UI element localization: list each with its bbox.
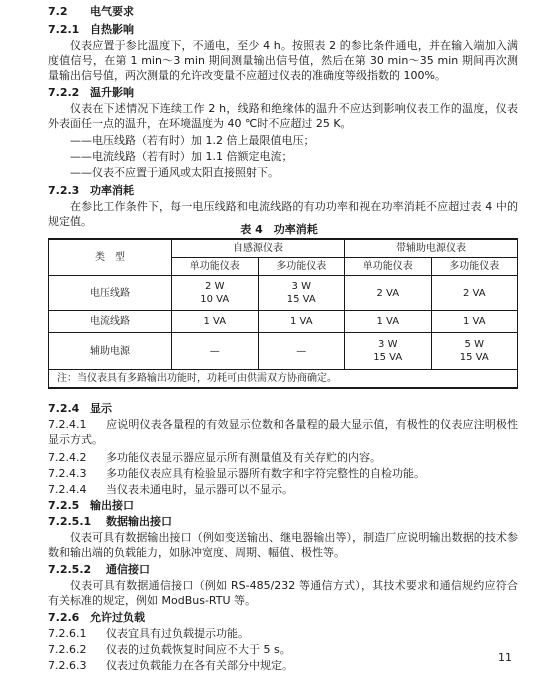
table-cell: — xyxy=(258,333,345,370)
row-label: 辅助电源 xyxy=(49,333,172,370)
section-title: 自热影响 xyxy=(90,23,134,36)
header-type: 类 型 xyxy=(49,239,172,276)
clause-7-2-4-4: 7.2.4.4 当仪表未通电时，显示器可以不显示。 xyxy=(48,483,293,496)
row-label: 电压线路 xyxy=(49,276,172,311)
table-cell: 2 W 10 VA xyxy=(172,276,259,311)
section-title: 允许过负载 xyxy=(90,611,145,624)
header-single-function: 单功能仪表 xyxy=(345,258,432,276)
list-item: ——仪表不应置于通风或太阳直接照射下。 xyxy=(70,166,279,179)
section-title: 显示 xyxy=(90,402,112,415)
section-7-2-4-heading xyxy=(48,401,112,416)
clause-7-2-4-3: 7.2.4.3 多功能仪表应具有检验显示器所有数字和字符完整性的自检功能。 xyxy=(48,467,425,480)
section-7-2-heading xyxy=(48,4,134,19)
list-item: ——电压线路（若有时）加 1.2 倍上最限值电压； xyxy=(70,134,315,147)
table-cell: 1 VA xyxy=(258,311,345,333)
section-7-2-3-heading xyxy=(48,183,134,198)
section-7-2-2-heading xyxy=(48,85,134,100)
header-multi-function: 多功能仪表 xyxy=(258,258,345,276)
list-item: ——电流线路（若有时）加 1.1 倍额定电流； xyxy=(70,150,293,163)
section-number: 7.2.6 xyxy=(48,611,80,624)
table-cell: 2 VA xyxy=(431,276,518,311)
section-7-2-5-1-heading: 7.2.5.1 数据输出接口 xyxy=(48,515,172,528)
header-multi-function: 多功能仪表 xyxy=(431,258,518,276)
section-7-2-1-body: 仪表应置于参比温度下，不通电，至少 4 h。按照表 2 的参比条件通电，并在输入端加入满度值信号，在第 1 min～3 min 期间测量输出信号值，然后在第 30 min～35 min 期间再次测量输出信号值，两次测量的允许改变量不应超过仪表的准确度等级指数的 100%。 xyxy=(48,39,518,82)
power-consumption-table xyxy=(48,238,518,389)
header-aux-powered: 带辅助电源仪表 xyxy=(345,239,518,258)
table-cell: 5 W 15 VA xyxy=(431,333,518,370)
clause-7-2-6-3: 7.2.6.3 仪表过负载能力在各有关部分中规定。 xyxy=(48,659,293,672)
section-7-2-5-2-body: 仪表可具有数据通信接口（例如 RS-485/232 等通信方式），其技术要求和通信规约应符合有关标准的规定，例如 ModBus-RTU 等。 xyxy=(48,579,518,607)
section-number: 7.2.3 xyxy=(48,184,80,197)
table-caption: 表 4 功率消耗 xyxy=(240,223,318,236)
clause-7-2-6-2: 7.2.6.2 仪表的过负载恢复时间应不大于 5 s。 xyxy=(48,643,291,656)
clause-7-2-4-1: 7.2.4.1 应说明仪表各量程的有效显示位数和各量程的最大显示值，有极性的仪表应注明极性显示方式。 xyxy=(48,418,518,446)
table-cell: 3 W 15 VA xyxy=(258,276,345,311)
section-7-2-5-1-body: 仪表可具有数据输出接口（例如变送输出、继电器输出等），制造厂应说明输出数据的技术参数和输出端的负载能力，如脉冲宽度、周期、幅值、极性等。 xyxy=(48,531,518,559)
section-title: 输出接口 xyxy=(90,499,134,512)
section-number: 7.2.1 xyxy=(48,23,80,36)
clause-7-2-6-1: 7.2.6.1 仪表宜具有过负载提示功能。 xyxy=(48,627,249,640)
header-single-function: 单功能仪表 xyxy=(172,258,259,276)
section-7-2-6-heading xyxy=(48,610,145,625)
section-7-2-2-body: 仪表在下述情况下连续工作 2 h，线路和绝缘体的温升不应达到影响仪表工作的温度，仪表外表面任一点的温升，在环境温度为 40 ℃时不应超过 25 K。 xyxy=(48,102,518,130)
section-title: 温升影响 xyxy=(90,86,134,99)
table-cell: — xyxy=(172,333,259,370)
table-cell: 1 VA xyxy=(431,311,518,333)
section-number: 7.2.4 xyxy=(48,402,80,415)
section-number: 7.2.5 xyxy=(48,499,80,512)
table-row xyxy=(49,276,518,311)
section-7-2-1-heading xyxy=(48,22,134,37)
table-row xyxy=(49,311,518,333)
table-cell: 1 VA xyxy=(345,311,432,333)
table-cell: 2 VA xyxy=(345,276,432,311)
section-number: 7.2 xyxy=(48,5,68,18)
table-note: 注：当仪表具有多路输出功能时，功耗可由供需双方协商确定。 xyxy=(49,370,518,389)
table-row xyxy=(49,333,518,370)
page-number: 11 xyxy=(498,651,512,664)
section-7-2-5-2-heading: 7.2.5.2 通信接口 xyxy=(48,563,150,576)
section-7-2-3-body: 在参比工作条件下，每一电压线路和电流线路的有功功率和视在功率消耗不应超过表 4 中的规定值。 xyxy=(48,200,518,228)
section-title: 电气要求 xyxy=(90,5,134,18)
row-label: 电流线路 xyxy=(49,311,172,333)
section-title: 功率消耗 xyxy=(90,184,134,197)
section-number: 7.2.2 xyxy=(48,86,80,99)
table-cell: 3 W 15 VA xyxy=(345,333,432,370)
header-self-powered: 自感源仪表 xyxy=(172,239,345,258)
table-cell: 1 VA xyxy=(172,311,259,333)
clause-7-2-4-2: 7.2.4.2 多功能仪表显示器应显示所有测量值及有关存贮的内容。 xyxy=(48,451,381,464)
section-7-2-5-heading xyxy=(48,498,134,513)
